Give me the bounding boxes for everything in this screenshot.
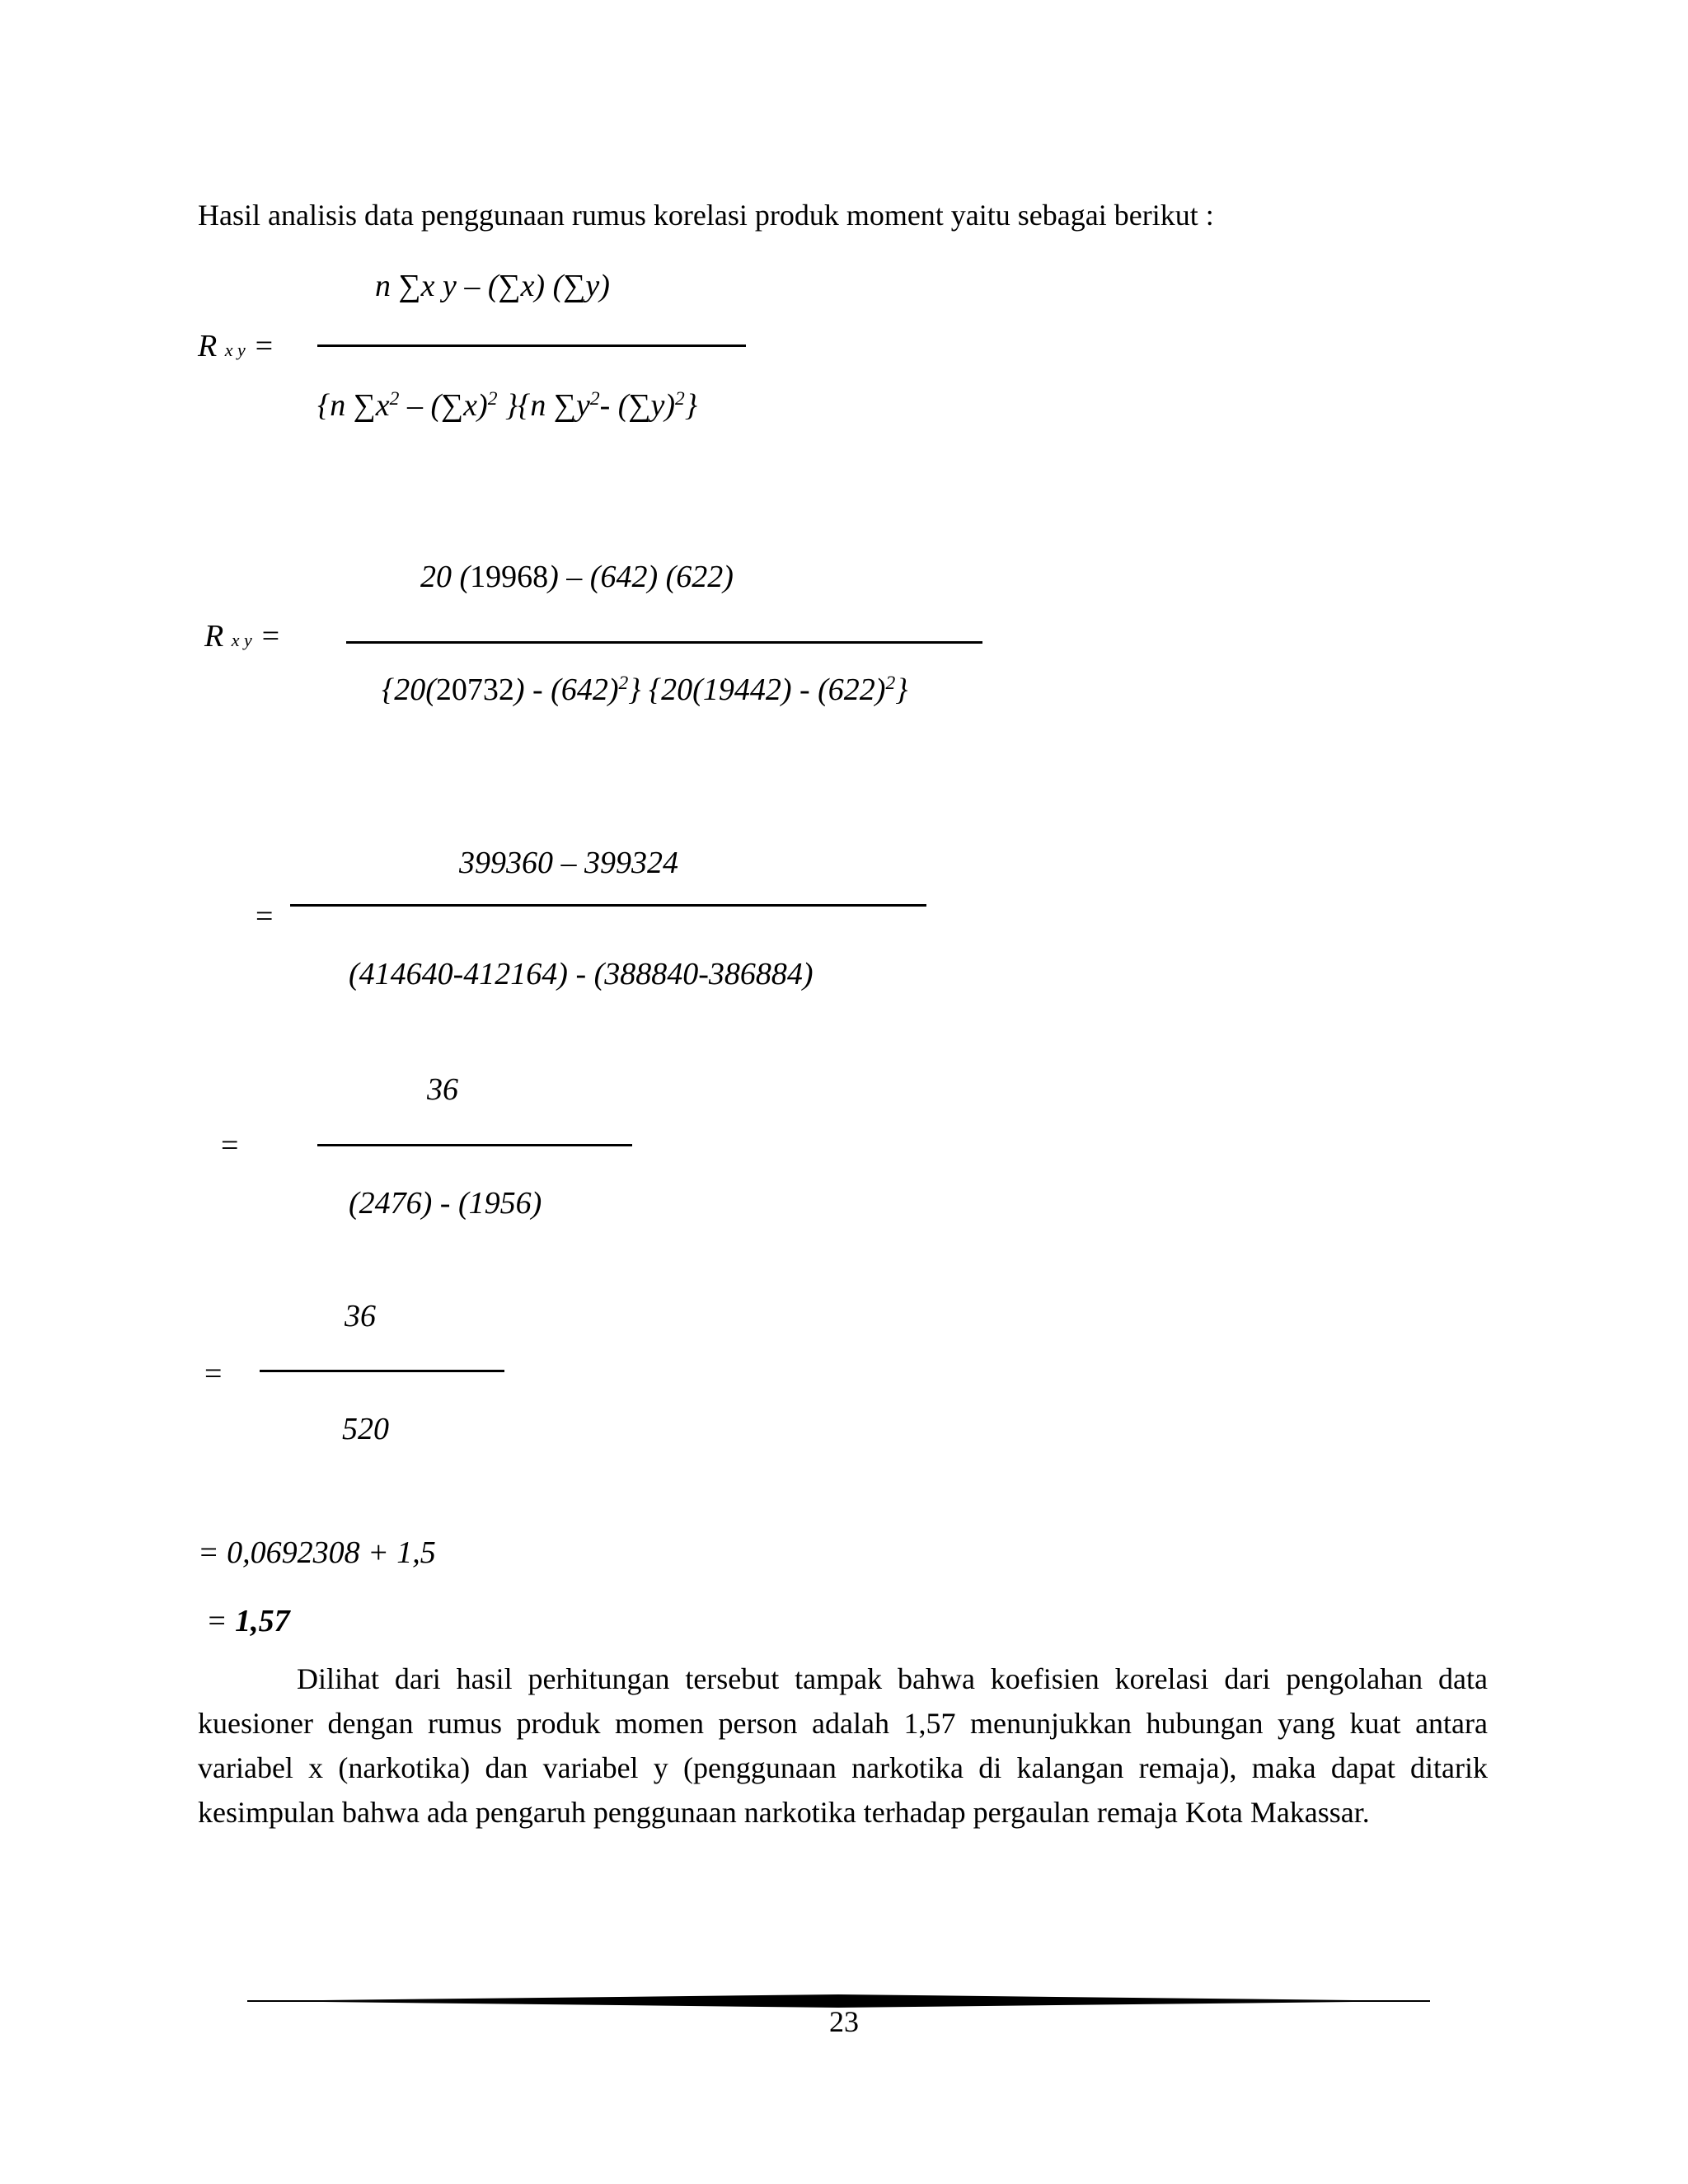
formula-substituted-denominator: $\{20(20732) - (642)^2\}$ $\{20(19442) - (622)^2\}$ [382, 673, 908, 707]
fraction-bar [346, 641, 982, 644]
equals-sign: = [221, 1128, 239, 1163]
conclusion-text: Dilihat dari hasil perhitungan tersebut tampak bahwa koefisien korelasi dari pengolahan data kuesioner dengan rumus produk momen person adalah 1,57 menunjukkan hubungan yang kuat antara variabel x (narkotika) dan variabel y (penggunaan narkotika di kalangan remaja), maka dapat ditarik kesimpulan bahwa ada pengaruh penggunaan narkotika terhadap pergaulan remaja Kota Makassar. [198, 1662, 1488, 1829]
result-line: = 1,57 [206, 1604, 290, 1638]
result-value: 1,57 [235, 1604, 290, 1638]
formula-general-denominator: {n $\sum x^2 - (\sum x)^2$ }{n $\sum y^2-$ $(\sum y)^2$} [317, 388, 698, 423]
formula-substituted-numerator: 20 (19968) – (642) (622) [420, 560, 734, 594]
sum-line: = 0,0692308 + 1,5 [198, 1535, 436, 1570]
equals-sign: = [256, 899, 274, 934]
step-3-numerator: 399360 – 399324 [459, 846, 678, 880]
conclusion-paragraph [198, 1657, 1488, 1835]
page-number: 23 [829, 2005, 859, 2038]
equals-sign: = [253, 329, 274, 363]
fraction-bar [290, 904, 926, 907]
step-5-denominator: 520 [342, 1412, 389, 1446]
step-3-denominator: (414640-412164) - (388840-386884) [349, 957, 814, 991]
rxy-label-2: R x y = [204, 619, 281, 654]
rxy-label-1 [198, 328, 274, 364]
fraction-bar [317, 344, 746, 347]
fraction-bar [317, 1144, 632, 1146]
fraction-bar [260, 1370, 504, 1372]
equals-sign: = [204, 1357, 223, 1391]
rxy-symbol: R [198, 329, 218, 363]
step-4-denominator: (2476) - (1956) [349, 1186, 542, 1221]
step-4-numerator: 36 [427, 1072, 458, 1107]
step-5-numerator: 36 [345, 1299, 376, 1333]
formula-general-numerator: n ∑x y – (∑x) (∑y) [375, 269, 610, 303]
intro-text: Hasil analisis data penggunaan rumus korelasi produk moment yaitu sebagai berikut : [198, 199, 1214, 232]
rxy-subscript: x y [224, 340, 246, 360]
